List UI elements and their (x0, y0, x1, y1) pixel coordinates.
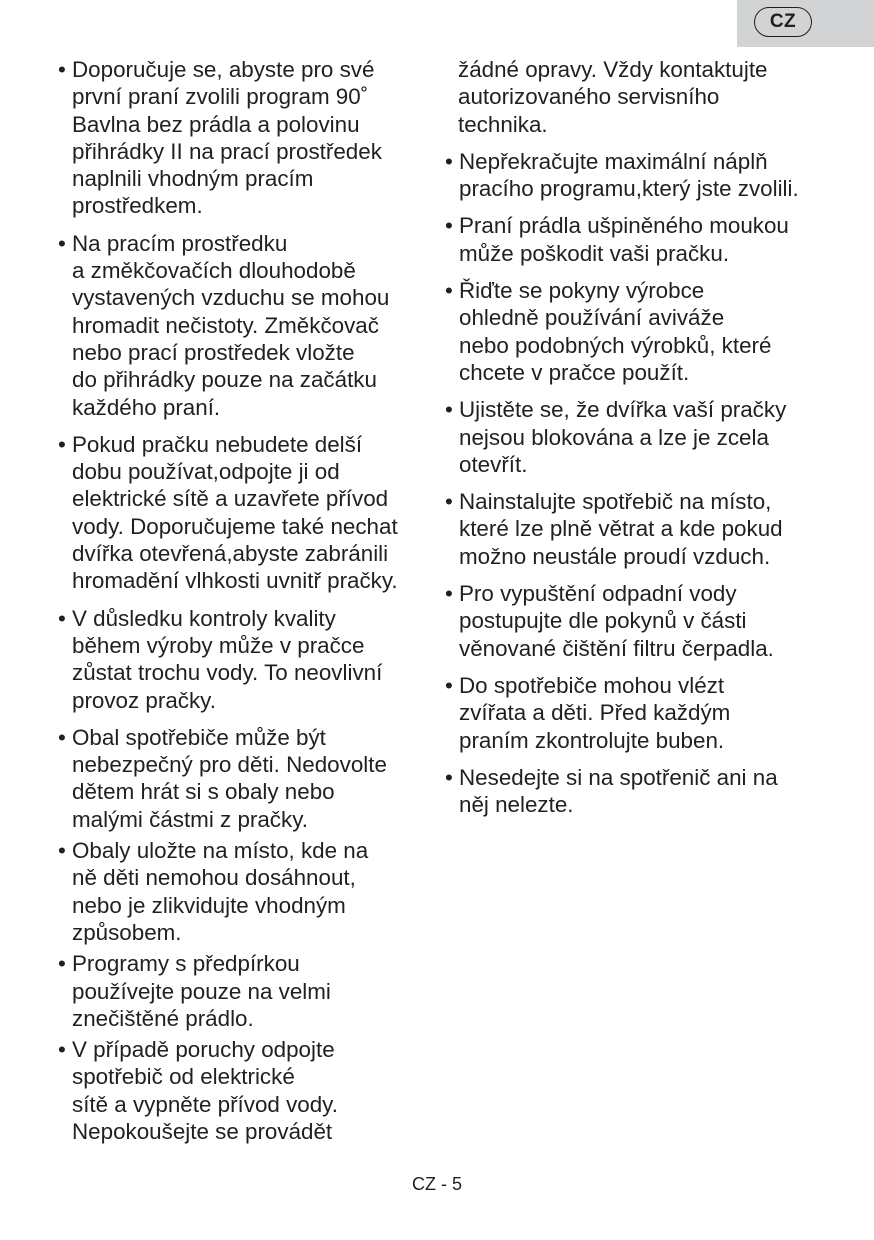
list-item (445, 277, 817, 386)
list-item (445, 488, 817, 570)
bullet-icon: • (58, 605, 66, 631)
bullet-icon: • (58, 431, 66, 457)
list-item-text: V důsledku kontroly kvality během výroby může v pračce zůstat trochu vody. To neovlivní provoz pračky. (72, 605, 383, 713)
list-item-text: Pro vypuštění odpadní vody postupujte dle pokynů v části věnované čištění filtru čerpadla. (459, 581, 774, 661)
bullet-icon: • (58, 1037, 66, 1063)
list-item-text: Na pracím prostředku a změkčovačích dlouhodobě vystavených vzduchu se mohou hromadit nečistoty. Změkčovač nebo prací prostředek vložte do přihrádky pouze na začátku každého praní. (72, 230, 390, 420)
list-item-text: Ujistěte se, že dvířka vaší pračky nejsou blokována a lze je zcela otevřít. (459, 397, 787, 477)
page-number: CZ - 5 (411, 1174, 462, 1194)
list-item-text: Nesedejte si na spotřenič ani na něj nelezte. (459, 764, 778, 818)
list-item (58, 837, 430, 946)
list-item-text: Pokud pračku nebudete delší dobu používat,odpojte ji od elektrické sítě a uzavřete přívod vody. Doporučujeme také nechat dvířka otevřená,abyste zabránili hromadění vlhkosti uvnitř pračky. (72, 431, 398, 594)
list-item (445, 148, 817, 203)
list-item-text: Řiďte se pokyny výrobce ohledně používání aviváže nebo podobných výrobků, které chcete v pračce použít. (459, 278, 772, 385)
list-item (445, 764, 817, 819)
bullet-icon: • (445, 764, 453, 790)
list-item (58, 230, 430, 421)
list-item (445, 580, 817, 662)
list-item (58, 431, 430, 595)
list-item (445, 212, 817, 267)
list-item (445, 672, 817, 754)
bullet-icon: • (58, 838, 66, 864)
bullet-icon: • (58, 951, 66, 977)
bullet-icon: • (445, 148, 453, 174)
list-item (58, 56, 430, 220)
bullet-icon: • (58, 724, 66, 750)
left-column (58, 56, 430, 1149)
list-item-text: Obal spotřebiče může být nebezpečný pro děti. Nedovolte dětem hrát si s obaly nebo malými částmi z pračky. (72, 724, 387, 832)
bullet-icon: • (445, 278, 453, 304)
list-item-continuation: žádné opravy. Vždy kontaktujte autorizovaného servisního technika. (458, 57, 768, 137)
language-badge: CZ (754, 7, 812, 37)
list-item (58, 950, 430, 1032)
list-item-text: Doporučuje se, abyste pro své první praní zvolili program 90˚ Bavlna bez prádla a polovinu přihrádky II na prací prostředek naplnili vhodným pracím prostředkem. (72, 57, 382, 219)
bullet-icon: • (445, 672, 453, 698)
list-item (58, 605, 430, 714)
list-item-text: Nainstalujte spotřebič na místo, které lze plně větrat a kde pokud možno neustále proudí vzduch. (459, 489, 783, 569)
list-item-text: V případě poruchy odpojte spotřebič od elektrické sítě a vypněte přívod vody. Nepokoušejte se provádět (72, 1037, 338, 1144)
bullet-icon: • (58, 230, 66, 256)
bullet-icon: • (445, 397, 453, 423)
list-item-text: Obaly uložte na místo, kde na ně děti nemohou dosáhnout, nebo je zlikvidujte vhodným způsobem. (72, 838, 369, 945)
language-tab (737, 0, 874, 47)
list-item-text: Do spotřebiče mohou vlézt zvířata a děti. Před každým praním zkontrolujte buben. (459, 672, 731, 753)
bullet-icon: • (58, 57, 66, 82)
list-item-text: Programy s předpírkou používejte pouze na velmi znečištěné prádlo. (72, 951, 331, 1031)
bullet-icon: • (445, 213, 453, 239)
bullet-icon: • (445, 489, 453, 515)
list-item (58, 724, 430, 833)
list-item-text: Praní prádla ušpiněného moukou může poškodit vaši pračku. (459, 213, 789, 266)
list-item (58, 1036, 430, 1145)
bullet-icon: • (445, 581, 453, 607)
list-item-text: Nepřekračujte maximální náplň pracího programu,který jste zvolili. (459, 148, 799, 202)
right-column (445, 56, 817, 828)
list-item (445, 396, 817, 478)
